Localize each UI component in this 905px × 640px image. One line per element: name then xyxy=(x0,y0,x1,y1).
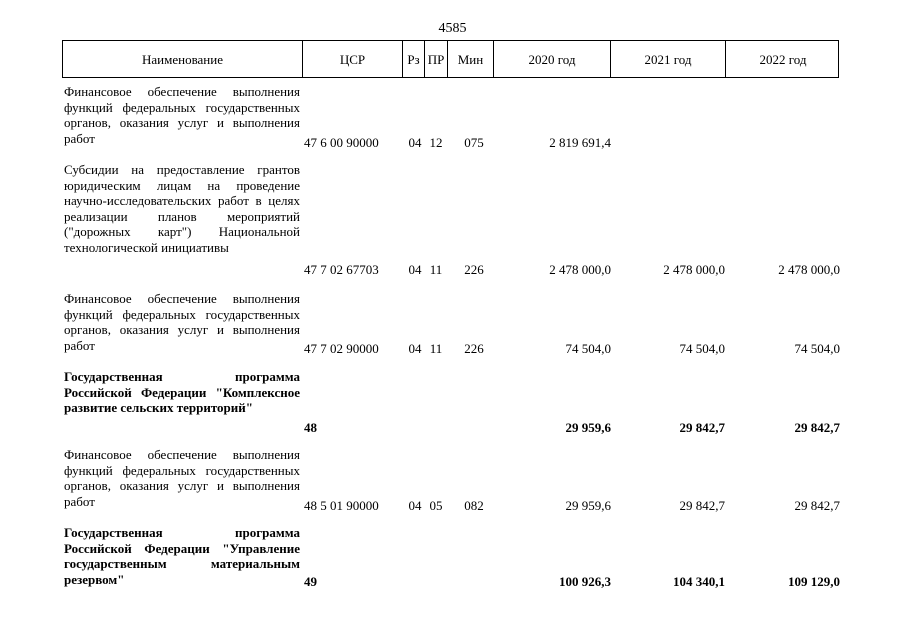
header-rz: Рз xyxy=(403,41,425,77)
row-rz: 04 xyxy=(408,341,422,356)
row-rz: 04 xyxy=(408,262,422,277)
row-csr: 48 xyxy=(304,420,317,435)
row-2022: 109 129,0 xyxy=(788,574,840,589)
row-2020: 100 926,3 xyxy=(559,574,611,589)
row-2021: 29 842,7 xyxy=(679,498,725,513)
row-min: 226 xyxy=(464,341,484,356)
row-2021: 2 478 000,0 xyxy=(663,262,725,277)
row-name: Государственная программа Российской Федерации "Комплексное развитие сельских территорий" xyxy=(64,369,300,416)
row-csr: 48 5 01 90000 xyxy=(304,498,379,513)
row-csr: 47 7 02 90000 xyxy=(304,341,379,356)
row-pr: 11 xyxy=(429,341,443,356)
row-name: Финансовое обеспечение выполнения функций федеральных государственных органов, оказания услуг и выполнения работ xyxy=(64,291,300,353)
row-min: 226 xyxy=(464,262,484,277)
row-name: Финансовое обеспечение выполнения функций федеральных государственных органов, оказания услуг и выполнения работ xyxy=(64,447,300,509)
row-2021: 104 340,1 xyxy=(673,574,725,589)
row-min: 075 xyxy=(464,135,484,150)
table-header xyxy=(62,40,839,78)
header-min: Мин xyxy=(448,41,494,77)
header-2020: 2020 год xyxy=(494,41,611,77)
row-2020: 74 504,0 xyxy=(565,341,611,356)
row-name: Субсидии на предоставление грантов юридическим лицам на проведение научно-исследовательских работ в целях реализации планов мероприятий ("дорожных карт") Национальной технологической инициативы xyxy=(64,162,300,255)
row-csr: 47 6 00 90000 xyxy=(304,135,379,150)
table-row xyxy=(0,291,905,369)
table-body xyxy=(0,84,905,595)
row-2022: 74 504,0 xyxy=(794,341,840,356)
row-name: Государственная программа Российской Федерации "Управление государственным материальным резервом" xyxy=(64,525,300,587)
row-pr: 11 xyxy=(429,262,443,277)
header-name: Наименование xyxy=(63,41,303,77)
row-2020: 29 959,6 xyxy=(565,498,611,513)
row-2020: 2 819 691,4 xyxy=(549,135,611,150)
table-row xyxy=(0,369,905,447)
table-row xyxy=(0,162,905,291)
row-rz: 04 xyxy=(408,135,422,150)
row-pr: 05 xyxy=(429,498,443,513)
table-row xyxy=(0,525,905,595)
row-csr: 49 xyxy=(304,574,317,589)
row-pr: 12 xyxy=(429,135,443,150)
row-2020: 2 478 000,0 xyxy=(549,262,611,277)
header-csr: ЦСР xyxy=(303,41,403,77)
row-2021: 29 842,7 xyxy=(679,420,725,435)
row-min: 082 xyxy=(464,498,484,513)
row-2022: 29 842,7 xyxy=(794,420,840,435)
row-2022: 2 478 000,0 xyxy=(778,262,840,277)
header-2022: 2022 год xyxy=(759,52,807,67)
row-rz: 04 xyxy=(408,498,422,513)
row-2022: 29 842,7 xyxy=(794,498,840,513)
page-number: 4585 xyxy=(438,21,467,36)
header-2021: 2021 год xyxy=(611,41,726,77)
row-name: Финансовое обеспечение выполнения функций федеральных государственных органов, оказания услуг и выполнения работ xyxy=(64,84,300,146)
table-row xyxy=(0,84,905,162)
row-2020: 29 959,6 xyxy=(565,420,611,435)
header-pr: ПР xyxy=(425,41,448,77)
table-row xyxy=(0,447,905,525)
row-2021: 74 504,0 xyxy=(679,341,725,356)
row-csr: 47 7 02 67703 xyxy=(304,262,379,277)
